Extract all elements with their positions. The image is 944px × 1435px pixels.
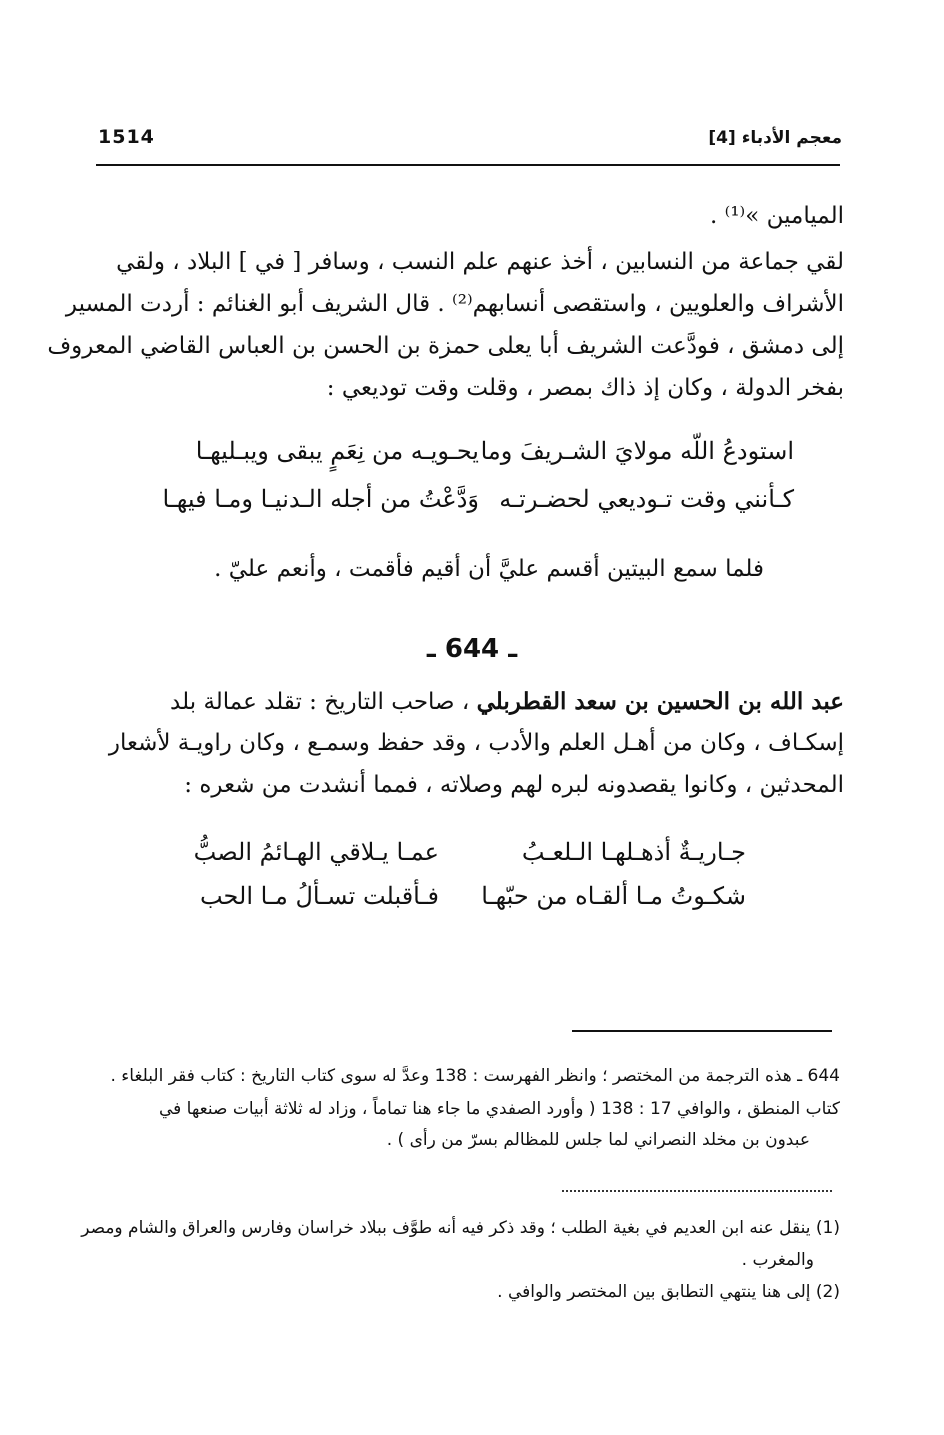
footnote-dotted-rule [562, 1190, 832, 1192]
body-line: بفخر الدولة ، وكان إذ ذاك بمصر ، وقلت وقت توديعي : [326, 375, 844, 401]
entry-first-line [100, 688, 844, 715]
body-line: إلى دمشق ، فودَّعت الشريف أبا يعلى حمزة بن الحسن بن العباس القاضي المعروف [47, 333, 844, 359]
footnote-line: (2) إلى هنا ينتهي التطابق بين المختصر والوافي . [497, 1282, 840, 1302]
book-title: معجم الأدباء [4] [708, 128, 842, 148]
entry-number: ـ 644 ـ [426, 634, 518, 664]
header-rule [96, 164, 840, 166]
body-line: فلما سمع البيتين أقسم عليَّ أن أقيم فأقمت ، وأنعم عليّ . [214, 556, 764, 582]
poem2-verse2-hemistich1: شكـوتُ مـا ألقـاه من حبّهـا [481, 882, 746, 910]
body-line: لقي جماعة من النسابين ، أخذ عنهم علم النسب ، وسافر [ في ] البلاد ، ولقي [116, 249, 844, 275]
page-number: 1514 [98, 126, 155, 148]
footnote-line: 644 ـ هذه الترجمة من المختصر ؛ وانظر الفهرست : 138 وعدَّ له سوى كتاب التاريخ : كتاب فقر البلغاء . [110, 1066, 840, 1086]
poem2-verse2-hemistich2: فـأقبلت تسـألُ مـا الحب [199, 882, 439, 910]
footnote-line: (1) ينقل عنه ابن العديم في بغية الطلب ؛ وقد ذكر فيه أنه طوَّف ببلاد خراسان وفارس والعراق والشام ومصر [81, 1218, 840, 1238]
footnote-rule [572, 1030, 832, 1032]
poem1-verse2-hemistich1: كـأنني وقت تـوديعي لحضـرتـه [499, 485, 794, 513]
footnote-line: عبدون بن مخلد النصراني لما جلس للمظالم بسرّ من رأى ) . [386, 1130, 810, 1150]
poem2-verse1-hemistich2: عمـا يـلاقي الهـائمُ الصبُّ [193, 838, 439, 866]
poem1-verse2-hemistich2: وَدَّعْتُ من أجله الـدنيـا ومـا فيهـا [162, 485, 479, 513]
footnote-line: والمغرب . [741, 1250, 814, 1270]
body-line: المحدثين ، وكانوا يقصدونه لبره لهم وصلاته ، فمما أنشدت من شعره : [184, 772, 844, 798]
poem1-verse1-hemistich1: استودعُ اللّه مولايَ الشـريفَ وما [480, 437, 794, 465]
body-line: إسكـاف ، وكان من أهـل العلم والأدب ، وقد حفظ وسمـع ، وكان راويـة لأشعار [108, 730, 844, 756]
entry-text: ، صاحب التاريخ : تقلد عمالة بلد [170, 689, 477, 715]
entry-name: عبد الله بن الحسين بن سعد القطربلي [476, 688, 844, 715]
footnote-line: كتاب المنطق ، والوافي 17 : 138 ( وأورد الصفدي ما جاء هنا تماماً ، وزاد له ثلاثة أبيات صنعها في [158, 1099, 840, 1119]
body-line: الأشراف والعلويين ، واستقصى أنسابهم⁽²⁾ . قال الشريف أبو الغنائم : أردت المسير [65, 291, 844, 317]
poem1-verse1-hemistich2: يحـويـه من نِعَمٍ يبقى ويبـليهـا [195, 437, 479, 465]
poem2-verse1-hemistich1: جـاريـةٌ أذهـلهـا الـلعـبُ [521, 838, 746, 866]
body-line: الميامين »⁽¹⁾ . [710, 203, 844, 229]
